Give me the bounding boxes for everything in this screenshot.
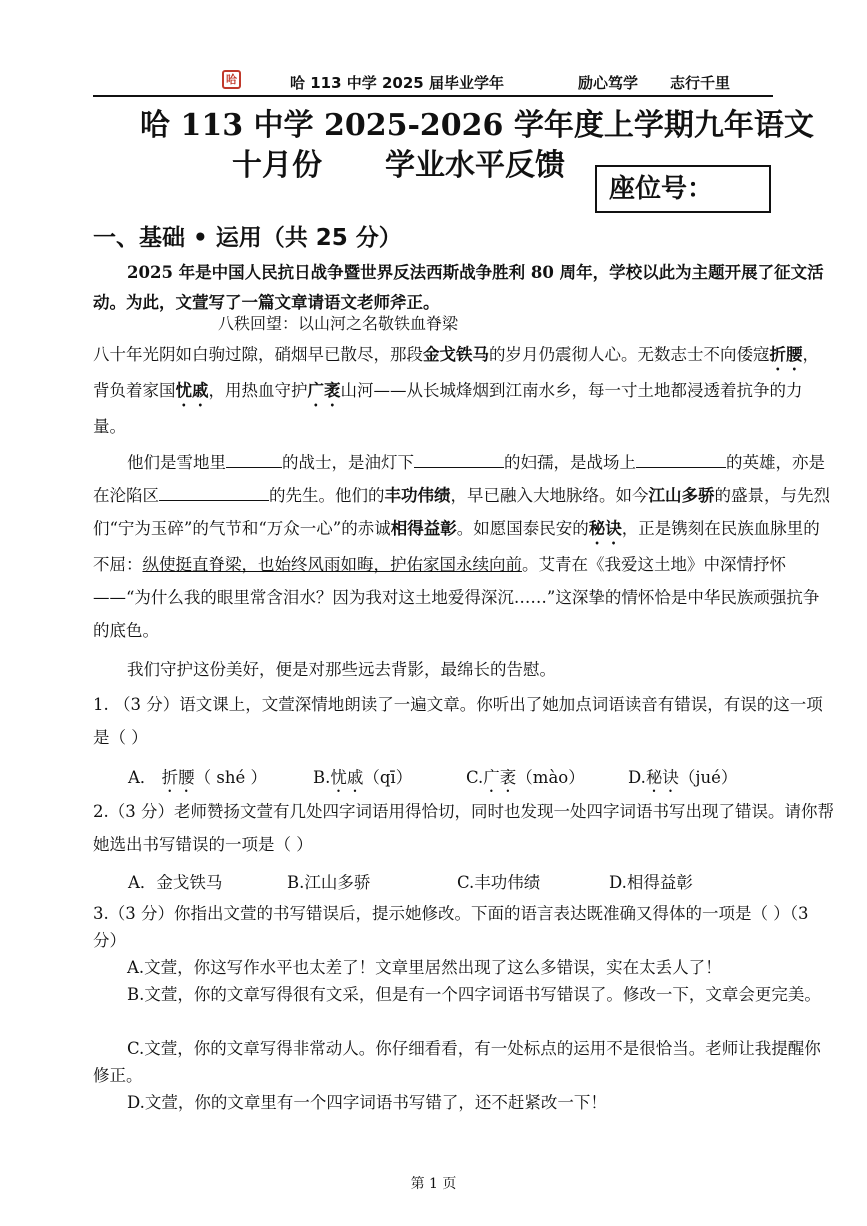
header-motto-2: 志行千里 [670,74,731,92]
word-youqi: 忧戚 [175,381,209,400]
blank-1[interactable] [226,450,282,468]
q1-option-d[interactable]: D.秘诀（jué） [628,768,738,787]
header-motto-1: 励心笃学 [578,74,639,92]
word-mijue: 秘诀 [588,519,622,538]
blank-3[interactable] [636,450,726,468]
question-1-stem: 1. （3 分）语文课上，文萱深情地朗读了一遍文章。你听出了她加点词语读音有错误，有误的这一项是（ ） [93,695,823,747]
q1-option-a[interactable]: A． 折腰（ shé ） [128,768,268,787]
underlined-sentence: 纵使挺直脊梁，也始终风雨如晦，护佑家国永续向前 [142,555,522,574]
q1-option-c[interactable]: C.广袤（mào） [466,768,585,787]
q3-option-a[interactable]: A.文萱，你这写作水平也太差了！文章里居然出现了这么多错误，实在太丢人了！ [127,958,722,977]
word-jiangshanduojiao: 江山多骄 [648,486,715,505]
question-3-stem: 3.（3 分）你指出文萱的书写错误后，提示她修改。下面的语言表达既准确又得体的一项是（ ）（3 分） [93,904,809,950]
word-fenggongweiji: 丰功伟绩 [384,486,451,505]
essay-paragraph-3: 我们守护这份美好，便是对那些远去背影，最绵长的告慰。 [127,660,556,679]
blank-2[interactable] [414,450,504,468]
q2-option-b[interactable]: B.江山多骄 [287,873,371,892]
seat-number-box: 座位号： [595,165,771,213]
school-logo-icon: 哈 [222,70,241,89]
q1-option-b[interactable]: B.忧戚（qī） [313,768,413,787]
header-school-line: 哈 113 中学 2025 届毕业学年 [290,74,504,92]
word-guangmao: 广袤 [307,381,341,400]
page-title-subtitle: 学业水平反馈 [385,148,565,183]
essay-paragraph-1: 八十年光阴如白驹过隙，硝烟早已散尽，那段金戈铁马的岁月仍震彻人心。无数志士不向倭寇折腰，背负着家国忧戚，用热血守护广袤山河——从长城烽烟到江南水乡，每一寸土地都浸透着抗争的力量。 [93,345,819,436]
q2-option-a[interactable]: A．金戈铁马 [128,873,223,892]
q3-option-b[interactable]: B.文萱，你的文章写得很有文采，但是有一个四字词语书写错误了。修改一下，文章会更完美。 [127,985,821,1004]
page-title-line1: 哈 113 中学 2025-2026 学年度上学期九年语文 [140,108,814,143]
question-2-stem: 2.（3 分）老师赞扬文萱有几处四字词语用得恰切，同时也发现一处四字词语书写出现了错误。请你帮她选出书写错误的一项是（ ） [93,802,834,854]
word-zheyao: 折腰 [769,345,803,364]
word-xiangdeyizhang: 相得益彰 [390,519,457,538]
section-heading: 一、基础 • 运用（共 25 分） [93,225,402,251]
q2-option-c[interactable]: C.丰功伟绩 [457,873,541,892]
page-number: 第 1 页 [410,1176,457,1192]
blank-4[interactable] [159,483,269,501]
q3-option-d[interactable]: D.文萱，你的文章里有一个四字词语书写错了，还不赶紧改一下！ [127,1093,607,1112]
page-title-month: 十月份 [232,148,322,183]
intro-text: 2025 年是中国人民抗日战争暨世界反法西斯战争胜利 80 周年，学校以此为主题开展了征文活动。为此，文萱写了一篇文章请语文老师斧正。 [93,263,824,312]
word-jingetiema: 金戈铁马 [423,345,489,364]
q2-option-d[interactable]: D.相得益彰 [609,873,693,892]
header-divider [93,95,773,97]
essay-title: 八秩回望：以山河之名敬铁血脊梁 [218,314,459,333]
q3-option-c[interactable]: C.文萱，你的文章写得非常动人。你仔细看看，有一处标点的运用不是很恰当。老师让我提醒你修正。 [93,1039,821,1085]
essay-paragraph-2: 他们是雪地里 的战士，是油灯下 的妇孺，是战场上 的英雄，亦是在沦陷区 的先生。他们的丰功伟绩，早已融入大地脉络。如今江山多骄的盛景，与先烈们“宁为玉碎”的气节和“万众一心”的赤诚相得益彰。如愿国泰民安的秘诀，正是镌刻在民族血脉里的不屈：纵使挺直脊梁，也始终风雨如晦，护佑家国永续向前。艾青在《我爱这土地》中深情抒怀——“为什么我的眼里常含泪水？因为我对这土地爱得深沉……”这深挚的情怀恰是中华民族顽强抗争的底色。 [93,446,833,647]
